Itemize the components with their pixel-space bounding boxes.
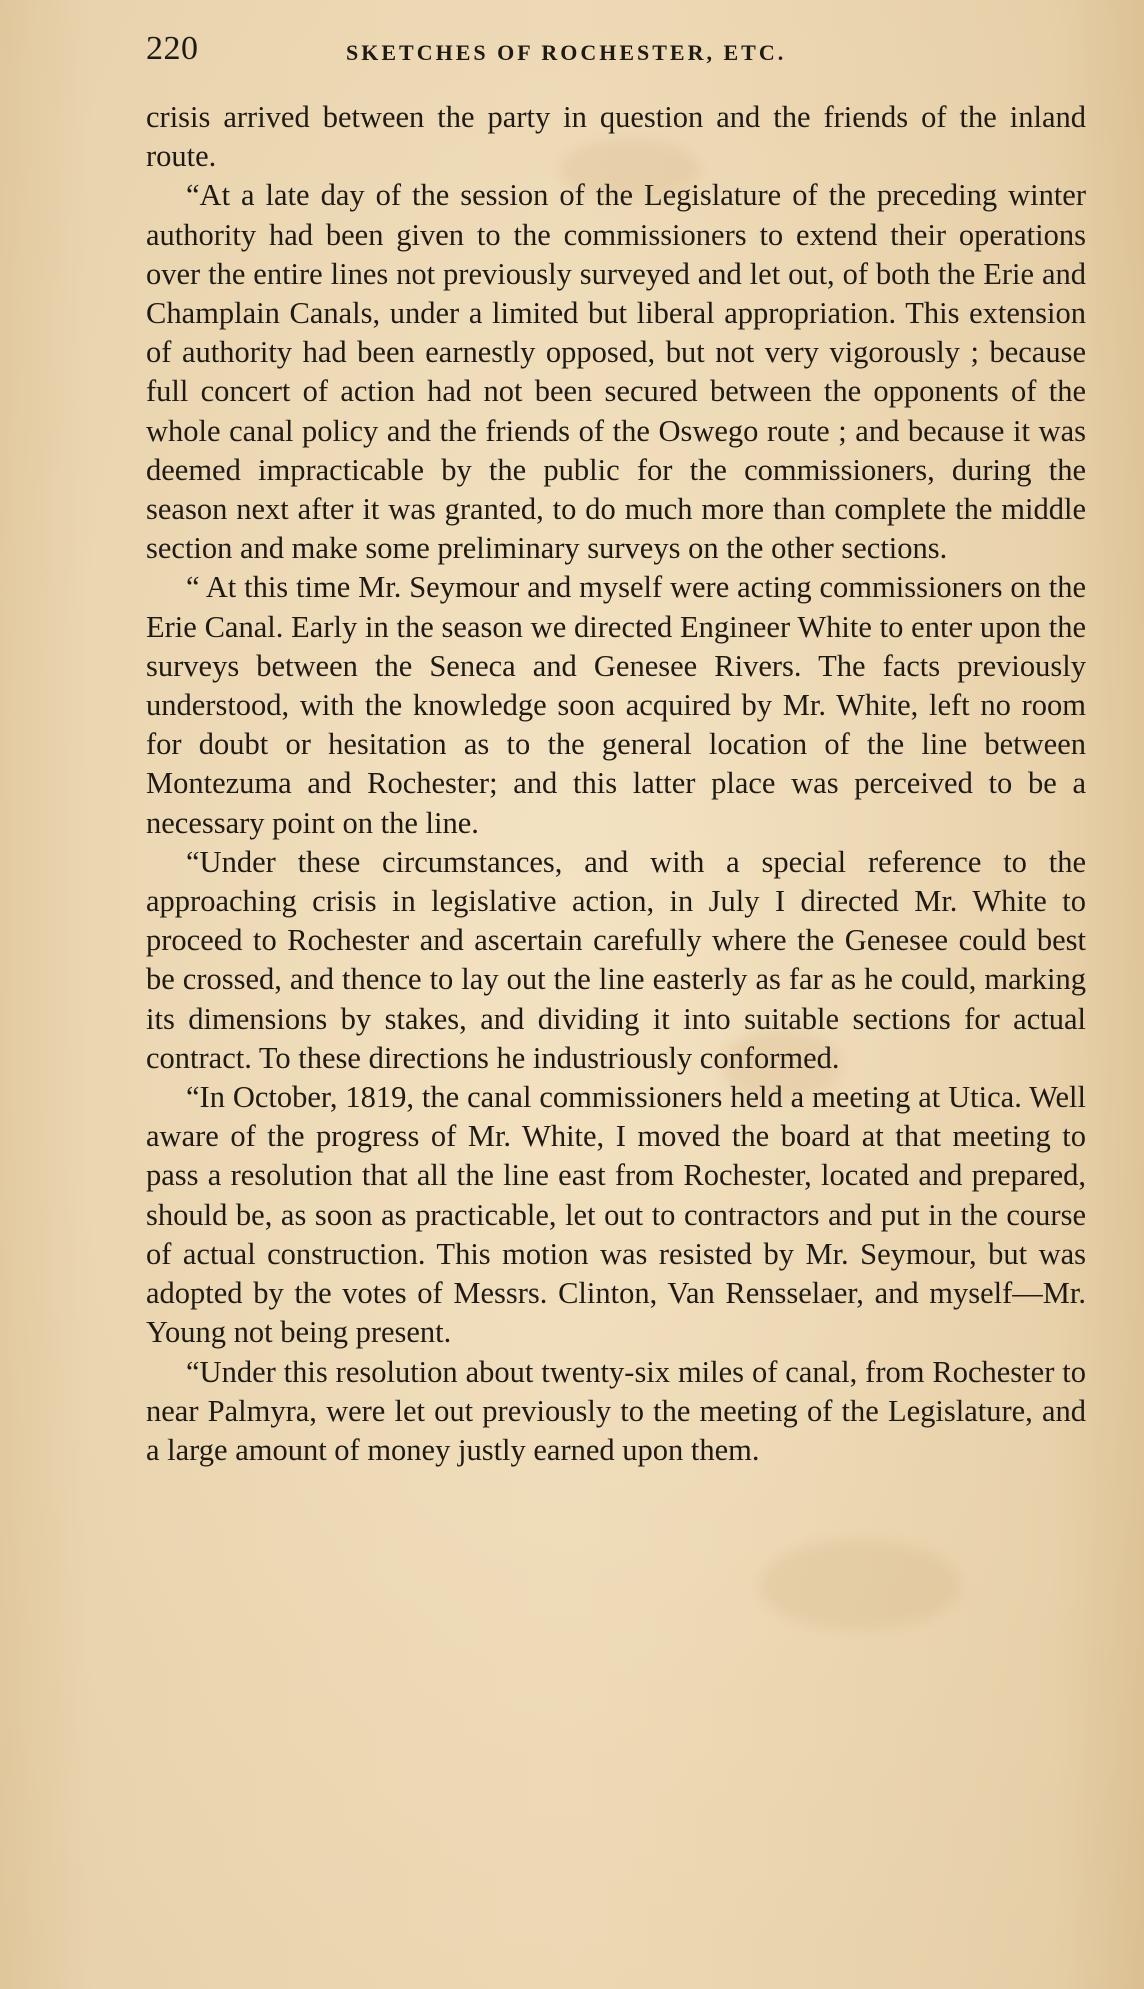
running-header [146,30,906,74]
paragraph: “Under this resolution about twenty-six miles of canal, from Rochester to near Palmyra, were let out previously to the meeting of the Legislature, and a large amount of money justly earned upon them. [146,1354,1086,1467]
page-body-text [146,98,1086,1470]
paragraph: “At a late day of the session of the Legislature of the preceding winter authority had been given to the commissioners to extend their operations over the entire lines not previously surveyed and let out, of both the Erie and Champlain Canals, under a limited but liberal appropriation. This extension of authority had been earnestly opposed, but not very vigorously ; because full concert of action had not been secured between the opponents of the whole canal policy and the friends of the Oswego route ; and because it was deemed impracticable by the public for the commissioners, during the season next after it was granted, to do much more than complete the middle section and make some preliminary surveys on the other sections. [146,178,1086,566]
paragraph: “ At this time Mr. Seymour and myself were acting commissioners on the Erie Canal. Early in the season we directed Engineer White to enter upon the surveys between the Seneca and Genesee Rivers. The facts previously understood, with the knowledge soon acquired by Mr. White, left no room for doubt or hesitation as to the general location of the line between Montezuma and Rochester; and this latter place was perceived to be a necessary point on the line. [146,570,1086,840]
paragraph: “Under these circumstances, and with a special reference to the approaching crisis in legislative action, in July I directed Mr. White to proceed to Rochester and ascertain carefully where the Genesee could best be crossed, and thence to lay out the line easterly as far as he could, marking its dimensions by stakes, and dividing it into suitable sections for actual contract. To these directions he industriously conformed. [146,844,1086,1075]
page-number: 220 [146,30,199,67]
running-title: SKETCHES OF ROCHESTER, ETC. [346,40,787,65]
paragraph: “In October, 1819, the canal commissioners held a meeting at Utica. Well aware of the progress of Mr. White, I moved the board at that meeting to pass a resolution that all the line east from Rochester, located and prepared, should be, as soon as practicable, let out to contractors and put in the course of actual construction. This motion was resisted by Mr. Seymour, but was adopted by the votes of Messrs. Clinton, Van Rensselaer, and myself—Mr. Young not being present. [146,1080,1086,1350]
paper-stain [760,1540,960,1630]
paragraph: crisis arrived between the party in question and the friends of the inland route. [146,100,1086,174]
